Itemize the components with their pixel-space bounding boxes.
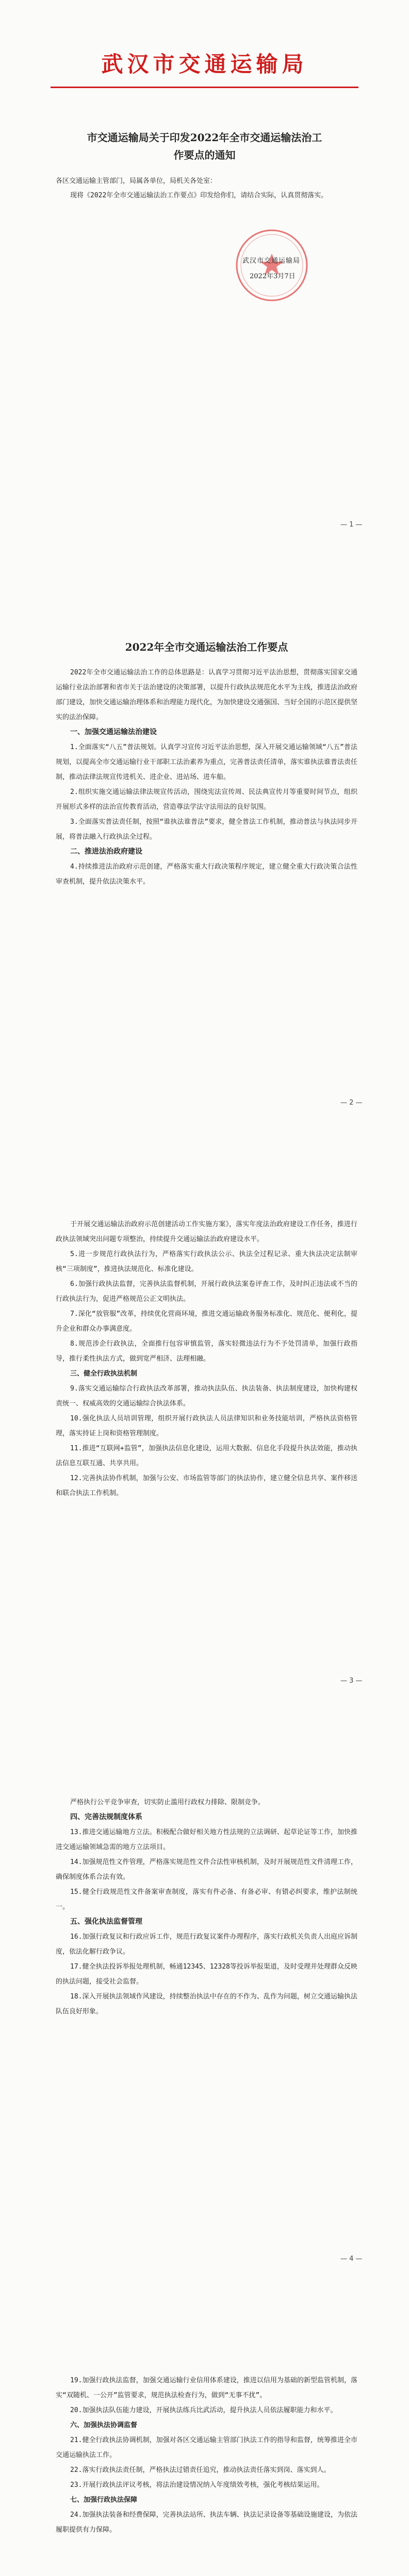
page-number: — 1 — (340, 521, 363, 529)
section-list (56, 725, 357, 889)
body-paragraph: 20.加强执法队伍能力建设，开展执法练兵比武活动，提升执法人员依法履职能力和水平。 (70, 2406, 337, 2414)
body-paragraph: 8.规范涉企行政执法，全面推行包容审慎监管，落实轻微违法行为不予处罚清单，加强行政指导，推行柔性执法方式，做到宽严相济、法理相融。 (56, 1340, 357, 1363)
section-heading: 二、推进法治政府建设 (70, 848, 142, 856)
section-heading: 六、加强执法协调监督 (70, 2421, 138, 2429)
page-number: — 2 — (340, 1099, 363, 1107)
body-paragraph: 10.强化执法人员培训管理，组织开展行政执法人员法律知识和业务技能培训，严格执法资格管理，落实持证上岗和资格管理制度。 (56, 1415, 357, 1437)
body-paragraph: 1.全面落实“八五”普法规划。认真学习宣传习近平法治思想，深入开展交通运输领域“八五”普法规划，以提高全市交通运输行业干部职工法治素养为重点，完善普法责任清单，落实谁执法谁普法责任制，推动法律法规宣传进机关、进企业、进站场、进车船。 (56, 743, 358, 781)
page-content (56, 1795, 357, 2019)
body-paragraph: 23.开展行政执法评议考核，将法治建设情况纳入年度绩效考核，强化考核结果运用。 (70, 2481, 324, 2489)
section-heading: 一、加强交通运输法治建设 (70, 728, 157, 736)
body-paragraph: 21.健全行政执法协调机制，加强对各区交通运输主管部门执法工作的指导和监督，统筹推进全市交通运输执法工作。 (56, 2436, 357, 2459)
letterhead: 武汉市交通运输局 (101, 52, 308, 77)
recipients: 各区交通运输主管部门，局属各单位，局机关各处室： (56, 177, 217, 185)
body-paragraph: 5.进一步规范行政执法行为，严格落实行政执法公示、执法全过程记录、重大执法决定法制审核“三项制度”，推进执法规范化、标准化建设。 (56, 1250, 357, 1273)
body-paragraph: 12.完善执法协作机制，加强与公安、市场监管等部门的执法协作，建立健全信息共享、案件移送和联合执法工作机制。 (56, 1475, 357, 1497)
official-seal (233, 227, 310, 304)
body-paragraph: 于开展交通运输法治政府示范创建活动工作实施方案》，落实年度法治政府建设工作任务，推进行政执法领域突出问题专项整治，持续提升交通运输法治政府建设水平。 (56, 1221, 357, 1243)
body-paragraph: 9.落实交通运输综合行政执法改革部署，推动执法队伍、执法装备、执法制度建设，加快构建权责统一、权威高效的交通运输综合执法体系。 (56, 1385, 357, 1408)
page-number: — 4 — (340, 2255, 363, 2263)
page-3 (0, 1156, 409, 1734)
intro-paragraph: 2022年全市交通运输法治工作的总体思路是：认真学习贯彻习近平法治思想，贯彻落实国家交通运输行业法治部署和省市关于法治建设的决策部署，以提升行政执法规范化水平为主线，推进法治政府部门建设，加快交通运输治理体系和治理能力现代化，为加快建设交通强国、当好全国的示范区提供坚实的法治保障。 (56, 669, 358, 721)
body-paragraph: 2.组织实施交通运输法律法规宣传活动，围绕宪法宣传周、民法典宣传月等重要时间节点，组织开展形式多样的法治宣传教育活动，营造尊法学法守法用法的良好氛围。 (56, 788, 357, 811)
body-paragraph: 24.加强执法装备和经费保障，完善执法站所、执法车辆、执法记录设备等基础设施建设，为依法履职提供有力保障。 (56, 2511, 357, 2534)
signing-organization: 武汉市交通运输局 (242, 257, 301, 265)
notice-body (56, 189, 357, 203)
page-content (56, 1217, 357, 1501)
body-paragraph: 14.加强规范性文件管理，严格落实规范性文件合法性审核机制，及时开展规范性文件清理工作，确保制度体系合法有效。 (56, 1858, 357, 1881)
body-paragraph: 3.全面落实普法责任制，按照“谁执法谁普法”要求，健全普法工作机制，推动普法与执法同步开展，将普法融入行政执法全过程。 (56, 818, 357, 841)
page-1 (0, 0, 409, 578)
notice-paragraph: 现将《2022年全市交通运输法治工作要点》印发给你们，请结合实际，认真贯彻落实。 (70, 192, 328, 199)
page-content (56, 2373, 357, 2537)
section-heading: 五、强化执法监督管理 (70, 1918, 142, 1926)
body-paragraph: 22.落实行政执法责任制，严格执法过错责任追究，推动执法责任落实到岗、落实到人。 (70, 2466, 331, 2474)
body-paragraph: 18.深入开展执法领域作风建设，持续整治执法中存在的不作为、乱作为问题，树立交通运输执法队伍良好形象。 (56, 1993, 357, 2015)
body-paragraph: 17.健全执法投诉举报处理机制，畅通12345、12328等投诉举报渠道，及时受理并处理群众反映的执法问题，接受社会监督。 (56, 1963, 357, 1986)
section-list (56, 1795, 357, 2019)
body-paragraph: 19.加强行政执法监督，加强交通运输行业信用体系建设，推进以信用为基础的新型监管机制，落实“双随机、一公开”监管要求，规范执法检查行为，做到“无事不扰”。 (56, 2377, 357, 2399)
body-paragraph: 11.推进“互联网+监管”，加强执法信息化建设，运用大数据、信息化手段提升执法效能，推动执法信息互联互通、共享共用。 (56, 1445, 357, 1467)
page-4 (0, 1734, 409, 2312)
body-paragraph: 严格执行公平竞争审查，切实防止滥用行政权力排除、限制竞争。 (70, 1799, 265, 1806)
document-title: 市交通运输局关于印发2022年全市交通运输法治工作要点的通知 (87, 131, 322, 161)
section-heading: 七、加强行政执法保障 (70, 2496, 138, 2504)
page-2 (0, 578, 409, 1156)
body-paragraph: 15.健全行政规范性文件备案审查制度，落实有件必备、有备必审、有错必纠要求，维护法制统一。 (56, 1888, 357, 1911)
section-list (56, 1217, 357, 1501)
body-paragraph: 6.加强行政执法监督，完善执法监督机制，开展行政执法案卷评查工作，及时纠正违法或不当的行政执法行为，促进严格规范公正文明执法。 (56, 1280, 357, 1303)
signing-date: 2022年3月7日 (250, 273, 296, 280)
work-plan-title: 2022年全市交通运输法治工作要点 (125, 641, 288, 653)
section-list (56, 2373, 357, 2537)
body-paragraph: 7.深化“放管服”改革，持续优化营商环境，推进交通运输政务服务标准化、规范化、便利化，提升企业和群众办事满意度。 (56, 1310, 357, 1333)
section-heading: 四、完善法规制度体系 (70, 1813, 142, 1821)
page-number: — 3 — (340, 1677, 363, 1685)
page-5 (0, 2312, 409, 2576)
section-heading: 三、健全行政执法机制 (70, 1370, 138, 1378)
body-paragraph: 4.持续推进法治政府示范创建，严格落实重大行政决策程序规定，建立健全重大行政决策合法性审查机制，提升依法决策水平。 (56, 863, 357, 886)
body-paragraph: 16.加强行政复议和行政应诉工作，规范行政复议案件办理程序，落实行政机关负责人出庭应诉制度，依法化解行政争议。 (56, 1933, 357, 1956)
body-paragraph: 13.推进交通运输地方立法。积极配合做好相关地方性法规的立法调研、起草论证等工作，加快推进交通运输领域急需的地方立法项目。 (56, 1828, 357, 1851)
letterhead-red-line (51, 87, 358, 88)
page-content (56, 639, 357, 889)
